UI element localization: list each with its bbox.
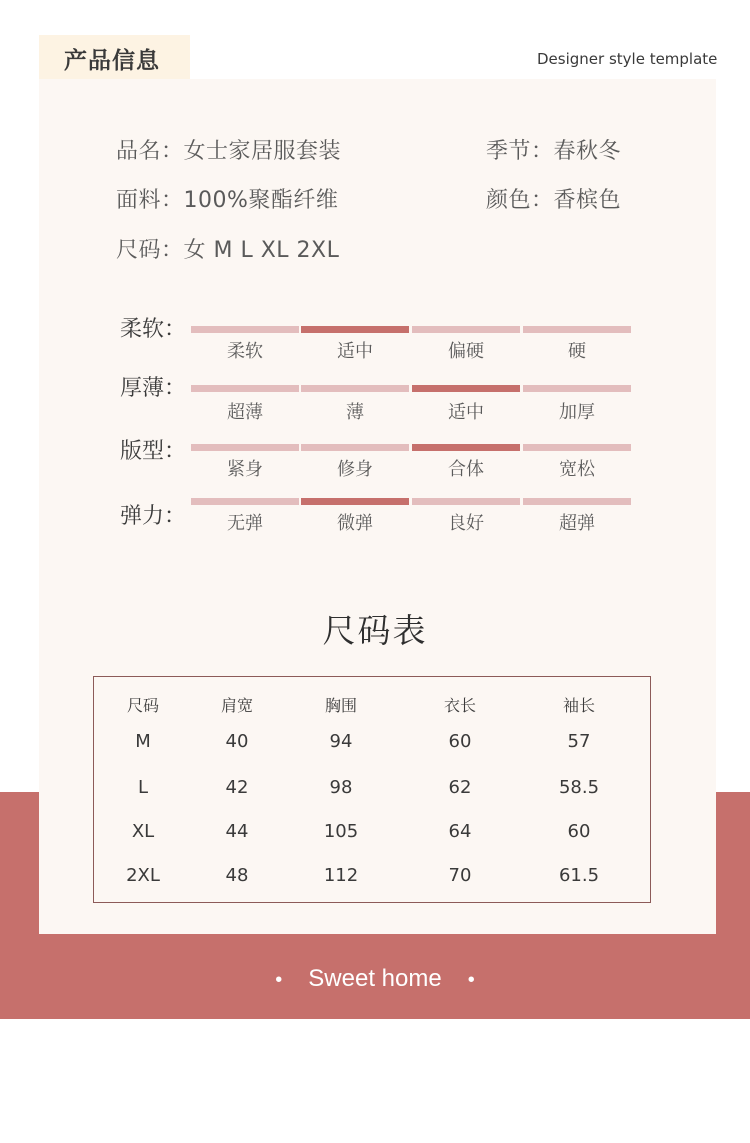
size-header-cell: 肩宽: [220, 696, 253, 715]
rating-segment-selected: [301, 498, 409, 505]
size-value-cell: XL: [131, 821, 155, 842]
rating-label: 厚薄：: [120, 376, 187, 401]
size-value-cell: 42: [225, 777, 249, 798]
size-value-cell: 62: [448, 777, 472, 798]
size-header-cell: 胸围: [324, 696, 357, 715]
rating-option: 宽松: [559, 459, 595, 480]
rating-segment-selected: [301, 326, 409, 333]
rating-segment: [523, 498, 631, 505]
rating-segment-selected: [412, 385, 520, 392]
info-sizes: 尺码：女 M L XL 2XL: [116, 238, 340, 263]
size-value-cell: 57: [567, 731, 591, 752]
footer-text: Sweet home: [308, 965, 442, 992]
rating-segment: [301, 444, 409, 451]
rating-option: 合体: [448, 459, 484, 480]
rating-segment: [523, 385, 631, 392]
size-value-cell: 105: [323, 821, 359, 842]
rating-label: 版型：: [120, 439, 187, 464]
rating-segment: [412, 326, 520, 333]
rating-option: 柔软: [227, 341, 263, 362]
size-value-cell: M: [135, 731, 151, 752]
rating-option: 微弹: [337, 513, 373, 534]
size-value-cell: 48: [225, 865, 249, 886]
rating-option: 硬: [568, 341, 586, 362]
size-value-cell: 40: [225, 731, 249, 752]
size-value-cell: 98: [329, 777, 353, 798]
rating-segment: [301, 385, 409, 392]
size-chart-title: 尺码表: [322, 611, 428, 650]
rating-segment: [191, 385, 299, 392]
rating-label: 弹力：: [120, 504, 187, 529]
rating-segment-selected: [412, 444, 520, 451]
rating-option: 超弹: [559, 513, 595, 534]
rating-segment: [191, 498, 299, 505]
size-value-cell: 112: [323, 865, 359, 886]
rating-option: 超薄: [227, 402, 263, 423]
size-value-cell: 61.5: [558, 865, 600, 886]
info-name: 品名：女士家居服套装: [116, 139, 342, 164]
designer-tagline: Designer style template: [537, 50, 718, 68]
size-value-cell: 60: [567, 821, 591, 842]
rating-option: 偏硬: [448, 341, 484, 362]
size-header-cell: 袖长: [562, 696, 595, 715]
size-header-cell: 尺码: [126, 696, 159, 715]
size-value-cell: 60: [448, 731, 472, 752]
rating-segment: [191, 326, 299, 333]
info-season: 季节：春秋冬: [486, 139, 622, 164]
rating-option: 修身: [337, 459, 373, 480]
rating-option: 适中: [337, 341, 373, 362]
rating-option: 薄: [346, 402, 364, 423]
rating-option: 加厚: [559, 402, 595, 423]
footer: [0, 965, 750, 993]
rating-option: 适中: [448, 402, 484, 423]
info-fabric: 面料：100%聚酯纤维: [116, 188, 339, 213]
size-header-cell: 衣长: [443, 696, 476, 715]
rating-option: 良好: [448, 513, 484, 534]
rating-option: 紧身: [227, 459, 263, 480]
size-value-cell: 44: [225, 821, 249, 842]
info-color: 颜色：香槟色: [486, 188, 622, 213]
rating-option: 无弹: [227, 513, 263, 534]
rating-segment: [191, 444, 299, 451]
size-value-cell: 2XL: [126, 865, 160, 886]
footer-bullet-right: •: [467, 969, 475, 991]
rating-segment: [523, 444, 631, 451]
rating-segment: [523, 326, 631, 333]
footer-bullet-left: •: [275, 969, 283, 991]
rating-label: 柔软：: [120, 317, 187, 342]
size-value-cell: 70: [448, 865, 472, 886]
size-value-cell: L: [137, 777, 149, 798]
size-value-cell: 94: [329, 731, 353, 752]
size-value-cell: 58.5: [558, 777, 600, 798]
section-title: 产品信息: [64, 48, 160, 74]
rating-segment: [412, 498, 520, 505]
size-value-cell: 64: [448, 821, 472, 842]
